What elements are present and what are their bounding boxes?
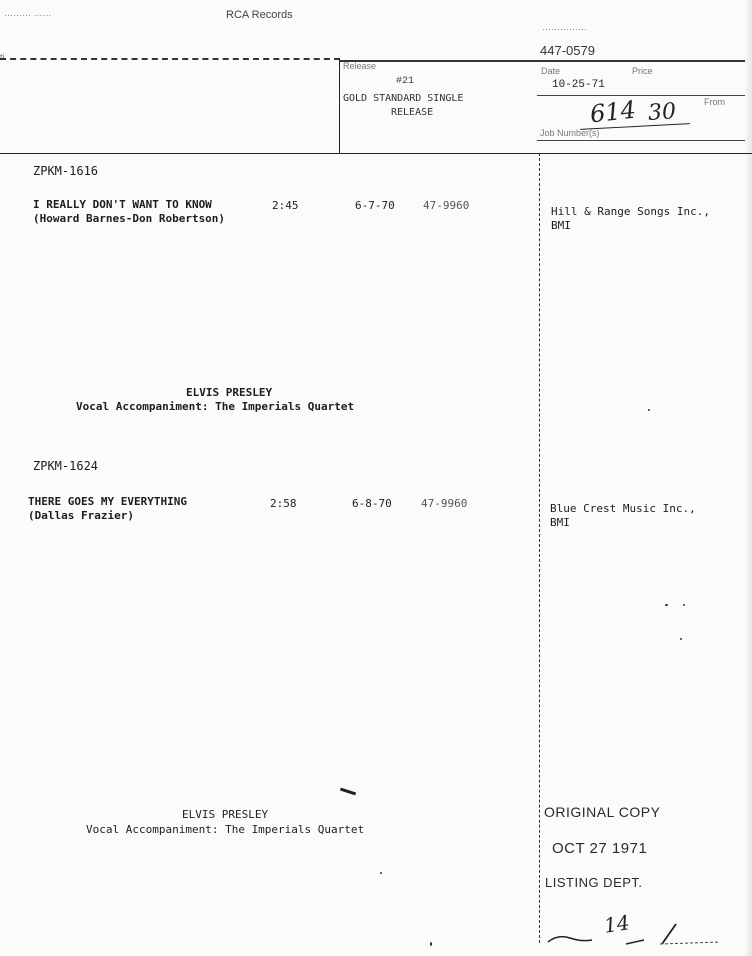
price-label: Price	[632, 66, 653, 76]
header-left-faint-text: ……… ……	[4, 8, 52, 18]
selection-number: 447-0579	[540, 43, 595, 58]
footer-handwritten-scribble	[540, 920, 730, 954]
handwritten-initials: 30	[647, 99, 677, 126]
speck	[665, 604, 668, 606]
stray-dash-mark	[340, 788, 356, 796]
release-label: Release	[343, 61, 377, 71]
job-number-rule	[537, 140, 745, 141]
track-2-title: THERE GOES MY EVERYTHING	[28, 495, 187, 508]
track-1-time: 2:45	[272, 199, 299, 212]
track-1-publisher-line2: BMI	[551, 219, 571, 232]
stamp-listing-dept: LISTING DEPT.	[545, 875, 643, 890]
track-1-artist: ELVIS PRESLEY	[186, 386, 273, 399]
track-2-time: 2:58	[270, 497, 297, 510]
company-name: RCA Records	[226, 9, 293, 21]
release-box-divider	[339, 58, 340, 153]
stamp-original-copy: ORIGINAL COPY	[544, 804, 661, 820]
release-title-line1: GOLD STANDARD SINGLE	[343, 93, 464, 104]
speck	[648, 409, 650, 411]
track-1-date: 6-7-70	[355, 199, 395, 212]
track-1-writers: (Howard Barnes-Don Robertson)	[33, 212, 226, 225]
track-1-title: I REALLY DON'T WANT TO KNOW	[33, 198, 212, 211]
from-label: From	[704, 97, 725, 107]
track-1-accompaniment: Vocal Accompaniment: The Imperials Quartet	[76, 400, 355, 413]
header-bottom-rule	[0, 153, 752, 154]
header-right-faint-text: ……………	[542, 22, 587, 32]
track-2-catalog: 47-9960	[421, 497, 468, 510]
date-value: 10-25-71	[552, 79, 605, 91]
speck	[430, 942, 432, 946]
job-number-label: Job Number(s)	[540, 128, 600, 138]
track-2-date: 6-8-70	[352, 497, 392, 510]
handwritten-number: 614	[588, 95, 638, 129]
track-1-publisher-line1: Hill & Range Songs Inc.,	[551, 205, 710, 218]
speck	[680, 638, 682, 640]
date-row-rule	[537, 95, 745, 96]
track-2-matrix: ZPKM-1624	[33, 459, 99, 473]
stamp-date: OCT 27 1971	[552, 840, 648, 857]
track-2-publisher-line1: Blue Crest Music Inc.,	[550, 502, 696, 515]
release-number: #21	[396, 76, 415, 87]
speck	[683, 604, 685, 606]
track-2-publisher-line2: BMI	[550, 516, 570, 529]
release-title-line2: RELEASE	[391, 107, 434, 118]
track-1-catalog: 47-9960	[423, 199, 470, 212]
header-top-rule	[0, 58, 340, 60]
left-margin-mark: ti.	[0, 52, 8, 62]
publisher-column-divider	[539, 153, 540, 943]
footer-handwritten-number: 14	[602, 910, 631, 938]
track-2-accompaniment: Vocal Accompaniment: The Imperials Quartet	[86, 823, 365, 836]
date-label: Date	[541, 66, 561, 76]
track-2-writers: (Dallas Frazier)	[28, 509, 134, 522]
speck	[380, 872, 382, 874]
header-top-rule-right	[340, 60, 745, 62]
scan-edge-shadow	[744, 0, 752, 956]
track-2-artist: ELVIS PRESLEY	[182, 808, 269, 821]
track-1-matrix: ZPKM-1616	[33, 164, 99, 178]
